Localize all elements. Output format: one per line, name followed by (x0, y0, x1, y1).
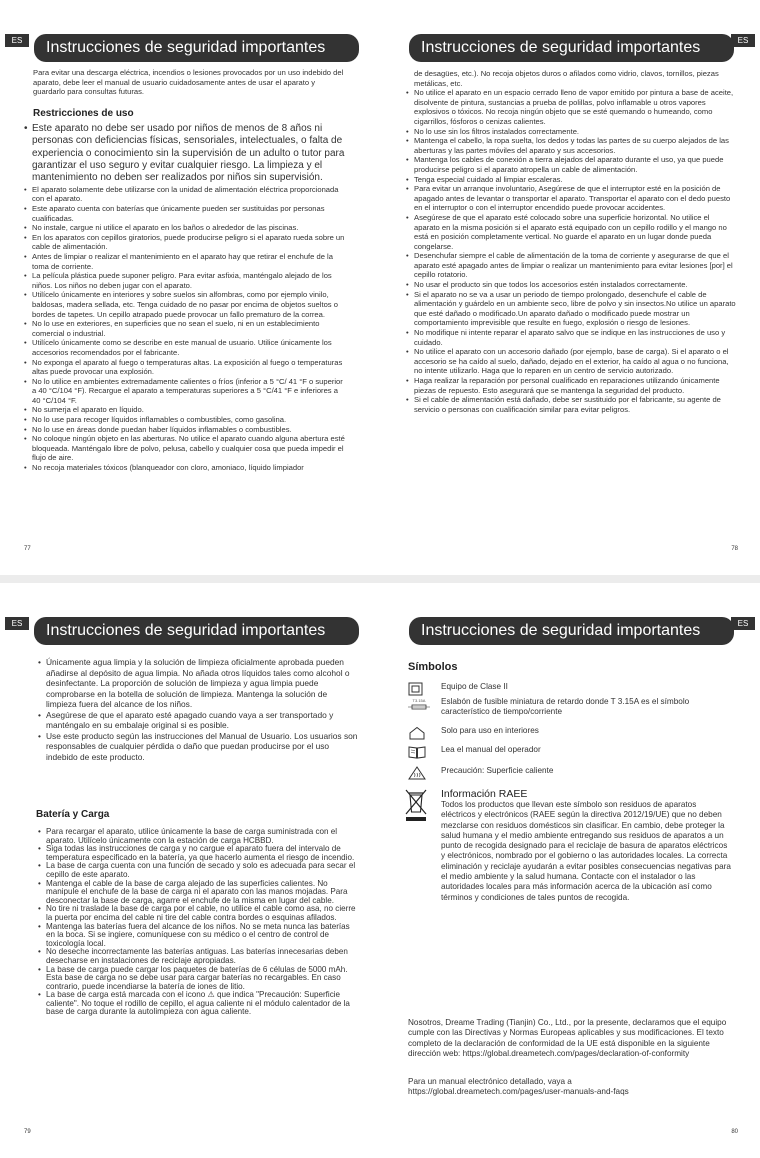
page-79-content (38, 657, 360, 762)
list-item: • Utilícelo únicamente en interiores y sobre suelos sin alfombras, como por ejemplo vinilo, baldosas, madera sellada, etc. Tenga cuidado de no pasar por encima de objetos sueltos o bordes de tapetes. Un cepillo atrapado puede provocar un fallo prematuro de la correa. (24, 290, 346, 319)
page-number: 78 (731, 546, 738, 552)
list-item: • Para recargar el aparato, utilice únicamente la base de carga suministrada con el aparato. Utilícelo únicamente con la estación de carga HCBBD. (38, 828, 360, 845)
indoor-house-icon (408, 726, 426, 740)
safety-list (38, 657, 360, 762)
list-item: • No instale, cargue ni utilice el aparato en los baños o alrededor de las piscinas. (24, 223, 346, 233)
symbol-description: Eslabón de fusible miniatura de retardo donde T 3.15A es el símbolo característico de tiempo/corriente (441, 697, 690, 716)
symbol-description: Precaución: Superficie caliente (441, 766, 554, 775)
symbol-row (408, 745, 738, 759)
crossed-bin-icon (404, 788, 428, 822)
symbol-row (408, 682, 738, 696)
class-ii-icon (408, 682, 426, 696)
list-item: • La base de carga cuenta con una función de secado y solo es adecuada para secar el cepillo de este aparato. (38, 862, 360, 879)
weee-section (441, 788, 731, 903)
list-item: • La base de carga puede cargar los paquetes de baterías de 6 células de 5000 mAh. Esta base de carga no se debe usar para cargar baterías no recargables. En caso contrario, puede incendiarse la batería de iones de litio. (38, 966, 360, 992)
list-item: • No coloque ningún objeto en las aberturas. No utilice el aparato cuando alguna abertura esté bloqueada. Manténgalo libre de polvo, pelusa, cabello y cualquier cosa que pueda impedir el flujo de aire. (24, 434, 346, 463)
battery-section (38, 828, 360, 1017)
language-badge: ES (5, 617, 29, 630)
language-badge: ES (731, 617, 755, 630)
hot-surface-icon (408, 766, 426, 780)
list-item: • Utilícelo únicamente como se describe en este manual de usuario. Utilice únicamente los accesorios recomendados por el fabricante. (24, 338, 346, 357)
symbol-description: Equipo de Clase II (441, 682, 508, 691)
page-title-banner: Instrucciones de seguridad importantes (34, 34, 359, 62)
symbol-row (408, 697, 738, 719)
page-number: 80 (731, 1129, 738, 1135)
list-item: • Asegúrese de que el aparato esté colocado sobre una superficie horizontal. No utilice el aparato en la misma posición si el aparato está equipado con un cepillo rodillo y el mango no está en posición completamente vertical. No guarde el aparato en un lugar donde pueda congelarse. (406, 213, 736, 251)
list-item: • Mantenga el cable de la base de carga alejado de las superficies calientes. No manipule el enchufe de la base de carga ni el aparato con las manos mojadas. Para desconectar la base de carga, agarre el enchufe de la misma en lugar del cable. (38, 880, 360, 906)
safety-list (24, 123, 346, 473)
list-item: • En los aparatos con cepillos giratorios, puede producirse peligro si el aparato rueda sobre un cable de alimentación. (24, 233, 346, 252)
page-80 (380, 583, 760, 1158)
declaration-paragraph: Nosotros, Dreame Trading (Tianjin) Co., Ltd., por la presente, declaramos que el equipo cumple con las Directivas y Normas Europeas aplicables y sus modificaciones. El texto completo de la declaración de conformidad de la UE está disponible en la siguiente dirección web: https://global.dreametech.com/pages/declaration-of-conformity (408, 1018, 727, 1058)
fuse-icon (408, 697, 430, 711)
page-78 (380, 0, 760, 575)
page-78-content (406, 69, 736, 414)
sheet-top (0, 0, 760, 575)
page-number: 79 (24, 1129, 31, 1135)
section-heading: Restricciones de uso (33, 107, 134, 119)
list-item: • Si el cable de alimentación está dañado, debe ser sustituido por el fabricante, su agente de servicio o personas con cualificación similar para evitar peligros. (406, 395, 736, 414)
list-item-continuation: de desagües, etc.). No recoja objetos duros o afilados como vidrio, clavos, tornillos, piezas metálicas, etc. (414, 69, 719, 88)
weee-title: Información RAEE (441, 788, 528, 800)
page-number: 77 (24, 546, 31, 552)
list-item: • Este aparato no debe ser usado por niños de menos de 8 años ni personas con deficiencias físicas, sensoriales, intelectuales, o falta de experiencia o conocimiento sin la supervisión de un adulto o tutor para garantizar el uso seguro y evitar cualquier riesgo. La limpieza y el mantenimiento no deben ser realizados por niños sin supervisión. (24, 123, 346, 185)
page-77-content (24, 68, 346, 473)
list-item: • No exponga el aparato al fuego o temperaturas altas. La exposición al fuego o temperaturas altas puede provocar una explosión. (24, 358, 346, 377)
list-item: • No lo use sin los filtros instalados correctamente. (406, 127, 736, 137)
list-item: • Si el aparato no se va a usar un periodo de tiempo prolongado, desenchufe el cable de alimentación y guárdelo en un ambiente seco, libre de polvo y sin insectos.No utilice un aparato que esté dañado o modificado.Un aparato dañado o modificado puede mostrar un comportamiento imprevisible que resulte en fuego, explosión o riesgo de lesiones. (406, 290, 736, 328)
weee-body: Todos los productos que llevan este símbolo son residuos de aparatos eléctricos y electrónicos (RAEE según la directiva 2012/19/UE) que no deben mezclarse con residuos domésticos sin clasificar. En cambio, debe proteger la salud humana y el medio ambiente entregando sus residuos de aparatos a un punto de recogida designado para el reciclaje de basura de aparatos eléctricos y electrónicos, nombrado por el gobierno o las autoridades locales. La correcta eliminación y reciclaje ayudarán a evitar posibles consecuencias negativas para el medio ambiente y la salud humana. Contacte con el instalador o las autoridades locales para más información acerca de la ubicación así como términos y condiciones de tales puntos de recogida. (441, 800, 731, 902)
list-item: • No utilice el aparato en un espacio cerrado lleno de vapor emitido por pintura a base de aceite, disolvente de pintura, sustancias a prueba de polillas, polvo inflamable u otros vapores explosivos o tóxicos. No recoja ningún objeto que se esté quemando o humeando, como cigarrillos, fósforos o cenizas calientes. (406, 88, 736, 126)
list-item: • Mantenga los cables de conexión a tierra alejados del aparato durante el uso, ya que puede producirse peligro si el aparato atropella un cable de alimentación. (406, 155, 736, 174)
list-item: • No sumerja el aparato en líquido. (24, 405, 346, 415)
list-item: • No lo use para recoger líquidos inflamables o combustibles, como gasolina. (24, 415, 346, 425)
list-item: • Use este producto según las instrucciones del Manual de Usuario. Los usuarios son responsables de cualquier pérdida o daño que puedan producirse por el uso indebido de este producto. (38, 731, 360, 763)
list-item: • Mantenga el cabello, la ropa suelta, los dedos y todas las partes de su cuerpo alejados de las aberturas y las partes móviles del aparato y sus accesorios. (406, 136, 736, 155)
list-item: • No modifique ni intente reparar el aparato salvo que se indique en las instrucciones de uso y cuidado. (406, 328, 736, 347)
battery-list (38, 828, 360, 1017)
list-item: • La película plástica puede suponer peligro. Para evitar asfixia, manténgalo alejado de los niños. Los niños no deben jugar con el aparato. (24, 271, 346, 290)
sheet-divider (0, 575, 760, 583)
symbol-description: Lea el manual del operador (441, 745, 541, 754)
list-item: • Antes de limpiar o realizar el mantenimiento en el aparato hay que retirar el enchufe de la toma de corriente. (24, 252, 346, 271)
manual-link-paragraph: Para un manual electrónico detallado, vaya a https://global.dreametech.com/pages/user-manuals-and-faqs (408, 1077, 629, 1097)
list-item: • Haga realizar la reparación por personal cualificado en reparaciones utilizando únicamente piezas de repuesto. Esto asegurará que se mantenga la seguridad del producto. (406, 376, 736, 395)
symbol-description: Solo para uso en interiores (441, 726, 539, 735)
list-item: • Mantenga las baterías fuera del alcance de los niños. No se meta nunca las baterías en la boca. Si se ingiere, comuníquese con su médico o el centro de control de toxicología local. (38, 923, 360, 949)
weee-block (408, 788, 738, 948)
list-item: • Únicamente agua limpia y la solución de limpieza oficialmente aprobada pueden añadirse al depósito de agua limpia. No añada otros líquidos tales como alcohol o desinfectante. La proporción de solución de limpieza y agua limpia puede comprobarse en la botella de solución de limpieza. Mantenga la solución de limpieza fuera del alcance de los niños. (38, 657, 360, 710)
list-item: • No tire ni traslade la base de carga por el cable, no utilice el cable como asa, no cierre la puerta por encima del cable ni tire del cable contra bordes o esquinas afilados. (38, 905, 360, 922)
list-item: • No utilice el aparato con un accesorio dañado (por ejemplo, base de carga). Si el aparato o el accesorio se ha caído al suelo, dañado, dejado en el exterior, ha caído al agua o no funciona, no intente utilizarlo. Haga que lo reparen en un centro de servicio autorizado. (406, 347, 736, 376)
list-item: • Asegúrese de que el aparato esté apagado cuando vaya a ser transportado y manténgalo en su embalaje original si es posible. (38, 710, 360, 731)
fuse-icon-label: T3.15A (412, 698, 426, 703)
page-title-banner: Instrucciones de seguridad importantes (409, 34, 734, 62)
safety-list (406, 69, 736, 414)
list-item: • No lo utilice en ambientes extremadamente calientes o fríos (inferior a 5 °C/ 41 °F o superior a 40 °C/104 °F). Recargue el aparato a temperaturas superiores a 5 °C/41 °F e inferiores a 40 °C/104 °F. (24, 377, 346, 406)
list-item: • No deseche incorrectamente las baterías antiguas. Las baterías innecesarias deben desecharse en instalaciones de reciclaje apropiadas. (38, 948, 360, 965)
page-title-banner: Instrucciones de seguridad importantes (409, 617, 734, 645)
list-item: • La base de carga está marcada con el icono ⚠ que indica "Precaución: Superficie caliente". No toque el rodillo de cepillo, el agua caliente ni el módulo calentador de la base de carga durante la autolimpieza con agua caliente. (38, 991, 360, 1017)
manual-book-icon (408, 745, 426, 759)
page-79 (0, 583, 380, 1158)
sheet-bottom (0, 583, 760, 1158)
page-title-banner: Instrucciones de seguridad importantes (34, 617, 359, 645)
list-item: • No usar el producto sin que todos los accesorios estén instalados correctamente. (406, 280, 736, 290)
battery-heading: Batería y Carga (36, 809, 110, 820)
intro-paragraph: Para evitar una descarga eléctrica, incendios o lesiones provocados por un uso indebido del aparato, debe leer el manual de usuario cuidadosamente antes de usar el aparato y guardarlo para consultas futuras. (33, 68, 344, 97)
list-item: • Desenchufar siempre el cable de alimentación de la toma de corriente y asegurarse de que el aparato esté apagado antes de limpiar o realizar un mantenimiento para evitar lesiones [por] el cepillo rotatorio. (406, 251, 736, 280)
list-item: • No recoja materiales tóxicos (blanqueador con cloro, amoniaco, líquido limpiador (24, 463, 346, 473)
language-badge: ES (5, 34, 29, 47)
list-item: • Para evitar un arranque involuntario, Asegúrese de que el interruptor esté en la posición de apagado antes de levantar o transportar el aparato. Transportar el aparato con el dedo puesto en el interruptor o con el interruptor encendido puede provocar accidentes. (406, 184, 736, 213)
list-item: • Este aparato cuenta con baterías que únicamente pueden ser sustituidas por personas cualificadas. (24, 204, 346, 223)
page-77 (0, 0, 380, 575)
symbols-heading: Símbolos (408, 661, 458, 673)
list-item: • No lo use en áreas donde puedan haber líquidos inflamables o combustibles. (24, 425, 346, 435)
symbol-row (408, 766, 738, 780)
list-item: • Tenga especial cuidado al limpiar escaleras. (406, 175, 736, 185)
symbol-row (408, 726, 738, 740)
language-badge: ES (731, 34, 755, 47)
list-item: • El aparato solamente debe utilizarse con la unidad de alimentación eléctrica proporcionada con el aparato. (24, 185, 346, 204)
list-item: • Siga todas las instrucciones de carga y no cargue el aparato fuera del intervalo de temperatura especificado en la batería, ya que hacerlo aumenta el riesgo de incendio. (38, 845, 360, 862)
list-item: • No lo use en exteriores, en superficies que no sean el suelo, ni en un establecimiento comercial o industrial. (24, 319, 346, 338)
